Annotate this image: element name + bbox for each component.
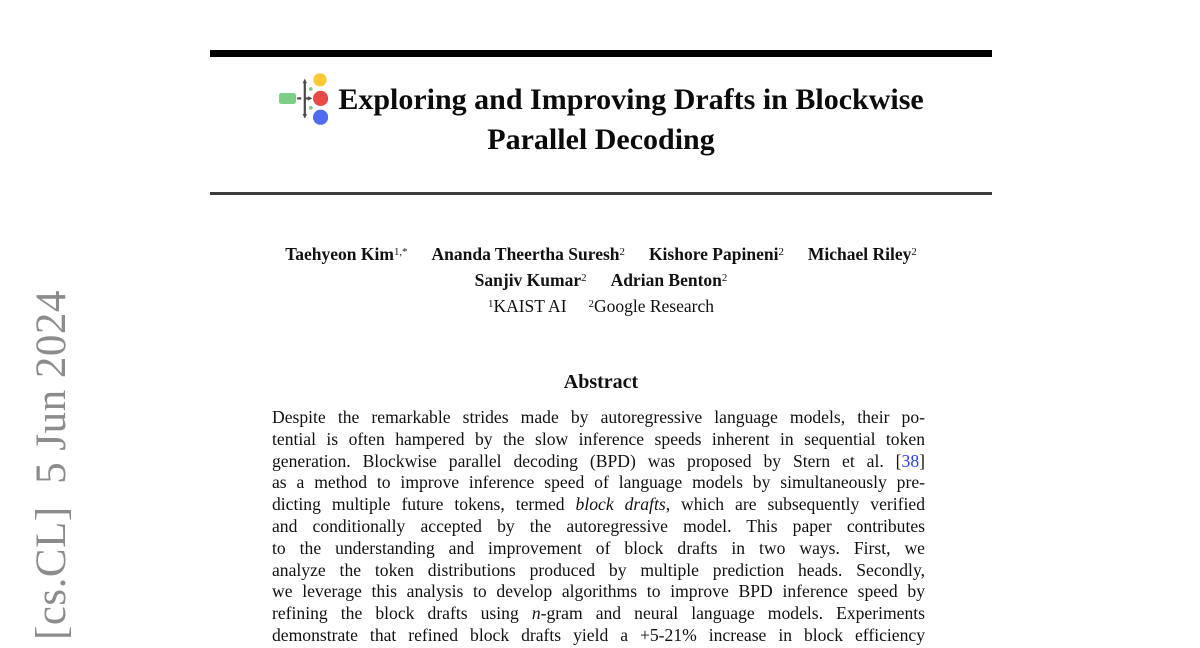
paper-title (210, 80, 992, 160)
abstract-line: and conditionally accepted by the autoregressive model. This paper contributes (272, 515, 925, 536)
abstract-line: we leverage this analysis to develop algorithms to improve BPD inference speed by (272, 581, 925, 602)
paper-title-line2: Parallel Decoding (487, 123, 715, 156)
paper-title-line1-row (210, 80, 992, 120)
author-superscript: 2 (778, 245, 784, 258)
abstract-line: analyze the token distributions produced by multiple prediction heads. Secondly, (272, 559, 925, 580)
author-name-text: Michael Riley (807, 244, 912, 264)
author-name (432, 244, 625, 264)
author-name (285, 244, 407, 264)
author-superscript: 1,* (393, 245, 408, 258)
abstract-line: tential is often hampered by the slow inference speeds inherent in sequential token (272, 428, 925, 449)
authors-line-1 (210, 243, 992, 269)
authors-block (210, 243, 992, 321)
author-name-text: Taehyeon Kim (285, 244, 394, 264)
author-superscript: 2 (911, 245, 917, 258)
affiliation (589, 296, 714, 316)
separator-rule (210, 192, 992, 195)
author-name (475, 270, 587, 290)
author-name-text: Sanjiv Kumar (474, 270, 582, 290)
author-name (649, 244, 784, 264)
abstract-heading: Abstract (563, 371, 639, 393)
author-name (611, 270, 728, 290)
author-name (808, 244, 917, 264)
affiliations-line (210, 295, 992, 321)
authors-line-2 (210, 269, 992, 295)
abstract-line: as a method to improve inference speed of language models by simultaneously pre- (272, 472, 925, 493)
affiliation (488, 296, 567, 316)
top-rule (210, 50, 992, 57)
affiliation-superscript: 2 (588, 297, 594, 310)
abstract-body (272, 407, 925, 647)
author-name-text: Kishore Papineni (648, 244, 779, 264)
author-name-text: Ananda Theertha Suresh (431, 244, 620, 264)
abstract-line: to the understanding and improvement of block drafts in two ways. First, we (272, 537, 925, 558)
abstract-line: refining the block drafts using n-gram and neural language models. Experiments (272, 603, 925, 624)
abstract-line: Despite the remarkable strides made by autoregressive language models, their po- (272, 407, 925, 427)
author-superscript: 2 (619, 245, 625, 258)
draft-tree-logo-icon (278, 72, 328, 137)
author-name-text: Adrian Benton (610, 270, 722, 290)
paper-title-line1: Exploring and Improving Drafts in Blockwise (338, 83, 924, 116)
affiliation-label: KAIST AI (493, 296, 567, 316)
affiliation-superscript: 1 (488, 297, 494, 310)
abstract-line: demonstrate that refined block drafts yield a +5-21% increase in block efficiency (272, 624, 925, 645)
arxiv-watermark: [cs.CL] 5 Jun 2024 (28, 290, 75, 640)
author-superscript: 2 (581, 271, 587, 284)
affiliation-label: Google Research (593, 296, 714, 316)
abstract-line: dicting multiple future tokens, termed block drafts, which are subsequently verified (272, 494, 926, 515)
citation-link[interactable]: 38 (901, 450, 920, 471)
author-superscript: 2 (721, 271, 728, 284)
abstract-line: generation. Blockwise parallel decoding (BPD) was proposed by Stern et al. [38] (272, 450, 925, 471)
